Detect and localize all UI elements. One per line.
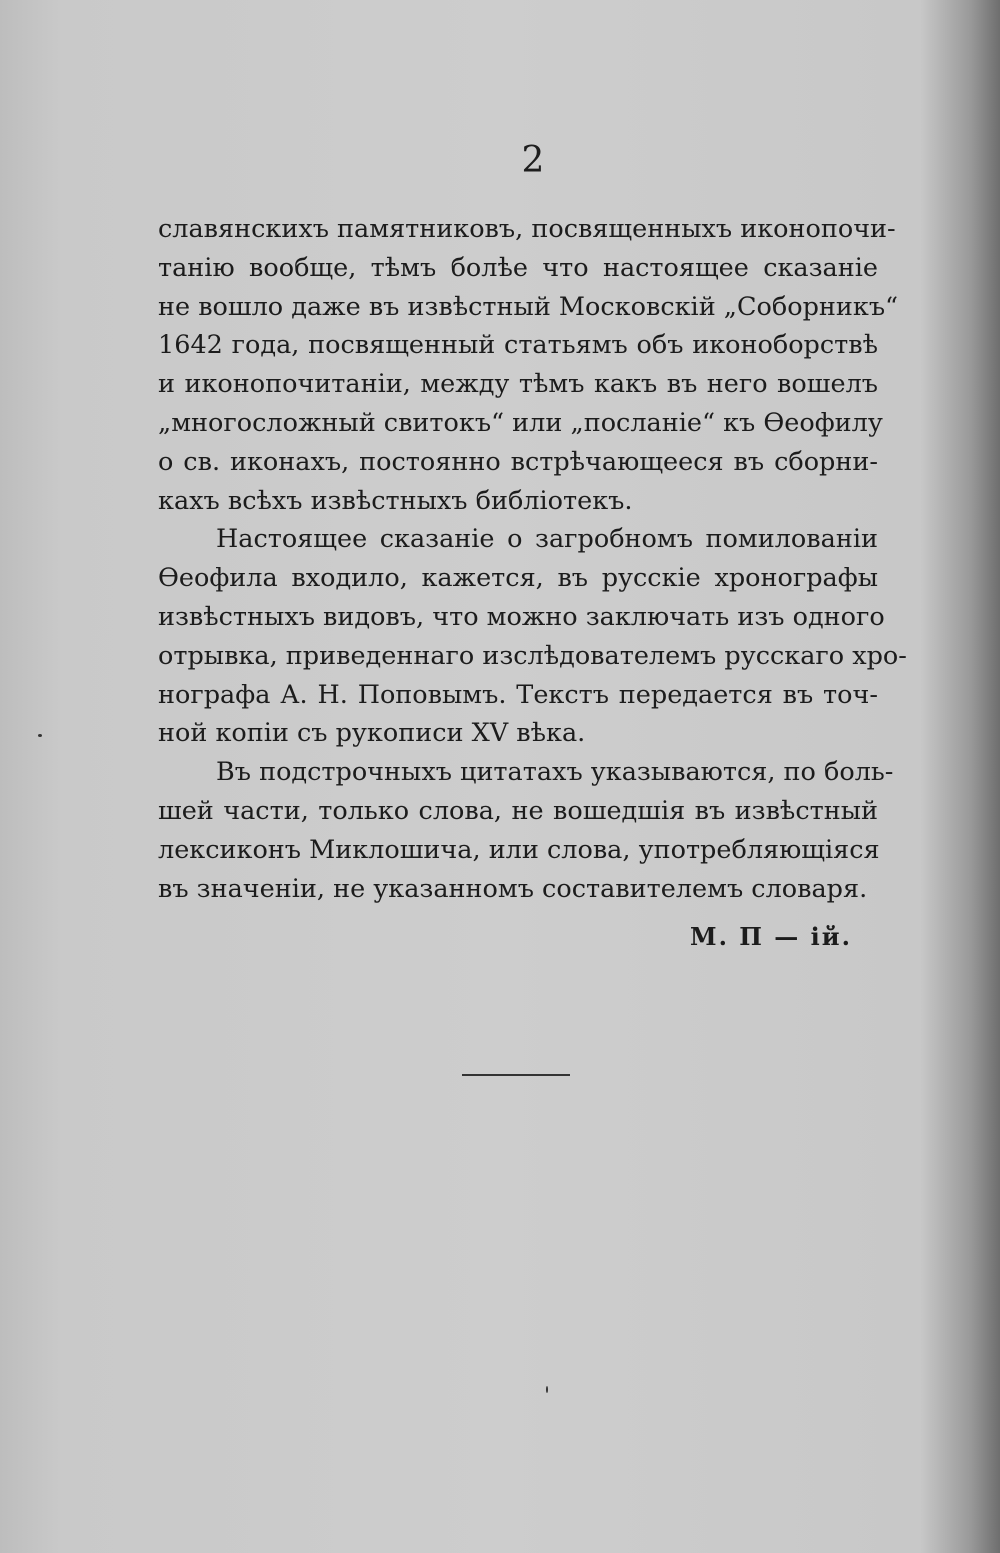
ink-speck	[38, 734, 42, 737]
text-line: шей части, только слова, не вошедшія въ извѣстный	[158, 795, 878, 826]
text-line: извѣстныхъ видовъ, что можно заключать изъ одного	[158, 601, 885, 632]
text-line: отрывка, приведеннаго изслѣдователемъ русскаго хро-	[158, 640, 907, 671]
body-text	[158, 210, 907, 908]
author-signature: М. П — ій.	[690, 922, 852, 951]
text-line: Въ подстрочныхъ цитатахъ указываются, по боль-	[216, 757, 894, 788]
text-line: „многосложный свитокъ“ или „посланіе“ къ Ѳеофилу	[158, 407, 883, 438]
text-line: танію вообще, тѣмъ болѣе что настоящее сказаніе	[158, 252, 878, 283]
text-line: и иконопочитаніи, между тѣмъ какъ въ него вошелъ	[158, 369, 878, 400]
text-line: славянскихъ памятниковъ, посвященныхъ иконопочи-	[158, 214, 896, 244]
text-line: кахъ всѣхъ извѣстныхъ библіотекъ.	[158, 485, 633, 516]
text-line: Настоящее сказаніе о загробномъ помилованіи	[216, 524, 878, 555]
text-line: 1642 года, посвященный статьямъ объ иконоборствѣ	[158, 330, 878, 361]
text-line: о св. иконахъ, постоянно встрѣчающееся въ сборни-	[158, 446, 878, 477]
paragraph-3	[158, 753, 894, 908]
text-line: Ѳеофила входило, кажется, въ русскіе хронографы	[158, 563, 878, 594]
text-line: ной копіи съ рукописи XV вѣка.	[158, 718, 586, 749]
text-line: не вошло даже въ извѣстный Московскій „Соборникъ“	[158, 291, 899, 322]
paragraph-2	[158, 520, 907, 753]
paragraph-1	[158, 210, 899, 520]
ink-speck	[546, 1386, 548, 1393]
text-line: лексиконъ Миклошича, или слова, употребляющіяся	[158, 834, 880, 865]
text-line: нографа А. Н. Поповымъ. Текстъ передается въ точ-	[158, 679, 878, 710]
section-divider	[462, 1074, 570, 1076]
text-line: въ значеніи, не указанномъ составителемъ словаря.	[158, 873, 868, 904]
page-number: 2	[521, 140, 545, 181]
